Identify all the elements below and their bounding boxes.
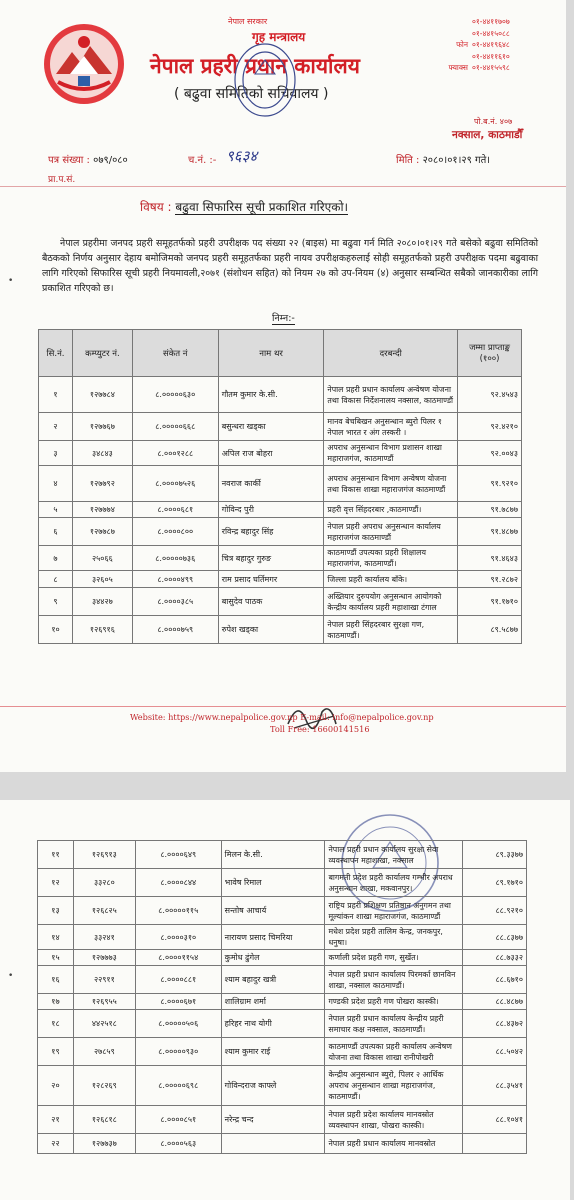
cell-name: गोविन्दराज काफ्ले (221, 1066, 325, 1106)
cell-office: प्रहरी वृत्त सिंहदरबार ,काठमाण्डौं। (324, 502, 458, 518)
letter-date: मिति : २०८०।०१।२९ गते। (396, 155, 491, 166)
cell-office: काठमाण्डौं उपत्यका प्रहरी कार्यालय अन्वेषण योजना तथा विकास शाखा रानीपोखरी (325, 1038, 463, 1066)
cell-code-no: ८.०००१२८८ (132, 441, 218, 466)
cell-office: नेपाल प्रहरी प्रधान कार्यालय केन्द्रीय प्रहरी समाचार कक्ष नक्साल, काठमाण्डौं। (325, 1010, 463, 1038)
table-row (38, 1106, 527, 1134)
col-name: नाम थर (218, 330, 324, 377)
cell-computer-no: ३४४२७ (72, 588, 132, 616)
phone-line-3: फोन ०१-४४१९६४८ (456, 40, 510, 49)
body-paragraph: नेपाल प्रहरीमा जनपद प्रहरी समूहतर्फको प्रहरी उपरीक्षक पद संख्या २२ (बाइस) मा बढुवा गर्न मिति २०८०।०१।२९ गते बसेको बढुवा समितिको बैठकको निर्णय अनुसार देहाय बमोजिमको जनपद प्रहरी समूहतर्फका प्रहरी नायव उपरीक्षकहरुलाई सोही समूहतर्फको प्रहरी उपरीक्षक पदमा बढुवाका लागि गरिएको सिफारिस सूची प्रहरी नियमावली,२०७१ (संशोधन सहित) को नियम २७ को उप-नियम (४) अनुसार सम्बन्धित सबैको जानकारीका लागि प्रकाशित गरिएको छ। (42, 238, 538, 294)
cell-computer-no: १२७७८४ (72, 377, 132, 413)
table-row (39, 616, 522, 644)
cell-score: ८८.९२१० (463, 897, 527, 925)
cell-score: ८८.८३७७ (463, 925, 527, 950)
cell-name: गौतम कुमार के.सी. (218, 377, 324, 413)
table-row (39, 546, 522, 571)
cell-computer-no: ४४२५१८ (73, 1010, 135, 1038)
cell-office: जिल्ला प्रहरी कार्यालय बाँके। (324, 571, 458, 588)
table-row (38, 869, 527, 897)
cell-computer-no: १२६९१६ (72, 616, 132, 644)
cell-computer-no: ३४८४३ (72, 441, 132, 466)
cell-name: नारायण प्रसाद चिमरिया (221, 925, 325, 950)
cell-sn: २ (39, 413, 73, 441)
cell-computer-no: १२८२६९ (73, 1066, 135, 1106)
cell-computer-no: १२७७८७ (72, 518, 132, 546)
cell-code-no: ८.०००००७३६ (132, 546, 218, 571)
cell-code-no: ८.०००००६९८ (135, 1066, 221, 1106)
subject-line: विषय : बढुवा सिफारिस सूची प्रकाशित गरिएको। (140, 200, 349, 214)
org-title: नेपाल प्रहरी प्रधान कार्यालय (150, 54, 360, 78)
cell-code-no: ८.०००००६३० (132, 377, 218, 413)
cell-computer-no: १२६९५५ (73, 994, 135, 1010)
cell-code-no: ८.०००००६६८ (132, 413, 218, 441)
cell-name: नवराज कार्की (218, 466, 324, 502)
cell-office: नेपाल प्रहरी अपराध अनुसन्धान कार्यालय महाराजगंज काठमाण्डौं (324, 518, 458, 546)
table-row (39, 571, 522, 588)
recommendation-table-page1 (38, 329, 522, 644)
cell-name: मिलन के.सी. (221, 841, 325, 869)
cell-code-no: ८.००००७५९ (132, 616, 218, 644)
cell-score: ८८.६७१० (463, 966, 527, 994)
ministry-name: गृह मन्त्रालय (252, 30, 306, 44)
cell-score: ९२.४५४३ (458, 377, 522, 413)
cell-name: शालिग्राम शर्मा (221, 994, 325, 1010)
phone-line-2: ०१-४४१५०८८ (472, 28, 510, 38)
cell-score: ८८.३५४१ (463, 1066, 527, 1106)
cell-computer-no: २७८५९ (73, 1038, 135, 1066)
cell-score: ८८.५०४२ (463, 1038, 527, 1066)
footer-website: Website: https://www.nepalpolice.gov.np E-mail: info@nepalpolice.gov.np (130, 712, 434, 722)
cell-computer-no: १२६९१३ (73, 841, 135, 869)
cell-code-no: ८.००००३१० (135, 925, 221, 950)
cell-computer-no: ३२६०५ (72, 571, 132, 588)
cell-name: गोविन्द पुरी (218, 502, 324, 518)
cell-code-no: ८.००००६७१ (135, 994, 221, 1010)
footer-tollfree: Toll Free: 16600141516 (270, 724, 370, 734)
table-row (38, 950, 527, 966)
secretariat-text: बढुवा समितिको सचिवालय (183, 86, 319, 102)
table-row (39, 588, 522, 616)
table-row (38, 994, 527, 1010)
secretariat-title: ( बढुवा समितिको सचिवालय ) (174, 86, 329, 102)
cell-score: ८९.१७१० (463, 869, 527, 897)
cell-sn: ९ (39, 588, 73, 616)
gov-nepal-label: नेपाल सरकार (228, 17, 268, 26)
table-row (39, 502, 522, 518)
cell-sn: १० (39, 616, 73, 644)
cell-code-no: ८.००००८५१ (135, 1106, 221, 1134)
chalani-number: ९६३४ (226, 147, 258, 165)
cell-score: ८८.१०४१ (463, 1106, 527, 1134)
nimna-label: निम्न:- (272, 313, 295, 324)
recommendation-table-page2 (37, 840, 527, 1154)
office-location: नक्साल, काठमाडौँ (452, 129, 523, 141)
footer-divider (0, 706, 566, 707)
cell-computer-no: १२७७९२ (72, 466, 132, 502)
prapa-label: प्रा.प.सं. (48, 175, 76, 185)
cell-score: ९२.००४३ (458, 441, 522, 466)
cell-office: कर्णाली प्रदेश प्रहरी गण, सुर्खेत। (325, 950, 463, 966)
cell-sn: १८ (38, 1010, 74, 1038)
cell-computer-no: १२७७७४ (72, 502, 132, 518)
cell-sn: २१ (38, 1106, 74, 1134)
cell-name: राम प्रसाद घर्तिमगर (218, 571, 324, 588)
cell-score (463, 1134, 527, 1154)
cell-name: श्याम कुमार राई (221, 1038, 325, 1066)
cell-score: ८८.७३३२ (463, 950, 527, 966)
cell-sn: १६ (38, 966, 74, 994)
table-row (39, 377, 522, 413)
cell-computer-no: ३३२८० (73, 869, 135, 897)
cell-score: ९१.२८७२ (458, 571, 522, 588)
table-row (38, 841, 527, 869)
phone-line-4: ०१-४४११६१० (472, 51, 510, 61)
cell-name: हरिहर नाथ योगी (221, 1010, 325, 1038)
table-row (38, 1134, 527, 1154)
cell-code-no: ८.००००११५४ (135, 950, 221, 966)
cell-code-no: ८.००००६४९ (135, 841, 221, 869)
cell-sn: १ (39, 377, 73, 413)
cell-sn: ४ (39, 466, 73, 502)
phone-line-1: ०१-४४११७०७ (472, 17, 510, 26)
cell-name: नरेन्द्र चन्द (221, 1106, 325, 1134)
cell-office: काठमाण्डौं उपत्यका प्रहरी शिक्षालय महाराजगंज, काठमाण्डौं। (324, 546, 458, 571)
cell-office: नेपाल प्रहरी प्रधान कार्यालय पिरमर्का छानविन शाखा, नक्साल काठमाण्डौं। (325, 966, 463, 994)
table-row (39, 466, 522, 502)
cell-sn: ११ (38, 841, 74, 869)
cell-sn: ८ (39, 571, 73, 588)
cell-office: केन्द्रीय अनुसन्धान ब्युरो, पिलर २ आर्थिक अपराध अनुसन्धान शाखा महाराजगंज, काठमाण्डौं। (325, 1066, 463, 1106)
cell-sn: २२ (38, 1134, 74, 1154)
cell-code-no: ८.००००८०० (132, 518, 218, 546)
table-body-page2 (38, 841, 527, 1154)
cell-office: नेपाल प्रहरी प्रधान कार्यालय अन्वेषण योजना तथा विकास निर्देशनालय नक्साल, काठमाण्डौं (324, 377, 458, 413)
cell-code-no: ८.००००३८५ (132, 588, 218, 616)
cell-score: ९१.१७१० (458, 588, 522, 616)
cell-computer-no: १२७७३७ (73, 1134, 135, 1154)
col-sn: सि.नं. (39, 330, 73, 377)
margin-mark: • (8, 276, 14, 286)
cell-score: ९२.४२१० (458, 413, 522, 441)
table-header-row (39, 330, 522, 377)
cell-office: राष्ट्रिय प्रहरी प्रशिक्षण प्रतिष्ठान अनुगमन तथा मूल्यांकन शाखा महाराजगंज, काठमाण्डौं (325, 897, 463, 925)
table-row (39, 518, 522, 546)
patra-sankhya: पत्र संख्या : ०७९/०८० (48, 155, 128, 166)
col-total-score: जम्मा प्राप्ताङ्क (१००) (458, 330, 522, 377)
table-body-page1 (39, 377, 522, 644)
cell-computer-no: १२६८१८ (73, 1106, 135, 1134)
cell-computer-no: ३३२४१ (73, 925, 135, 950)
cell-sn: २० (38, 1066, 74, 1106)
table-row (38, 1010, 527, 1038)
po-box: पो.ब.नं. ४०७ (474, 117, 513, 126)
cell-office: गण्डकी प्रदेश प्रहरी गण पोखरा कास्की। (325, 994, 463, 1010)
cell-score: ८९.५८७७ (458, 616, 522, 644)
cell-sn: ७ (39, 546, 73, 571)
cell-office: बागमती प्रदेश प्रहरी कार्यालय गम्भीर अपराध अनुसन्धान शाखा, मकवानपुर। (325, 869, 463, 897)
fax-line: फ्याक्स ०१-४४१५५९८ (448, 63, 510, 72)
cell-score: ९१.४८७७ (458, 518, 522, 546)
cell-sn: १२ (38, 869, 74, 897)
cell-office: अख्तियार दुरुपयोग अनुसन्धान आयोगको केन्द्रीय कार्यालय प्रहरी महाशाखा टंगाल (324, 588, 458, 616)
margin-mark-2: • (8, 971, 14, 981)
cell-office: मधेश प्रदेश प्रहरी तालिम केन्द्र, जनकपुर, धनुषा। (325, 925, 463, 950)
cell-score: ८८.४८७७ (463, 994, 527, 1010)
col-office: दरबन्दी (324, 330, 458, 377)
cell-computer-no: २२९११ (73, 966, 135, 994)
cell-score: ९१.७८७७ (458, 502, 522, 518)
cell-computer-no: १२७७७३ (73, 950, 135, 966)
cell-code-no: ८.००००७५२६ (132, 466, 218, 502)
cell-sn: १५ (38, 950, 74, 966)
table-row (38, 925, 527, 950)
cell-name: भावेष रिमाल (221, 869, 325, 897)
cell-sn: ६ (39, 518, 73, 546)
cell-office: नेपाल प्रहरी प्रदेश कार्यालय मानवस्रोत व्यवस्थापन शाखा, पोखरा कास्की। (325, 1106, 463, 1134)
cell-name: रविन्द्र बहादुर सिंह (218, 518, 324, 546)
table-row (38, 897, 527, 925)
table-row (39, 413, 522, 441)
cell-score: ९१.४६४३ (458, 546, 522, 571)
cell-code-no: ८.०००००५०६ (135, 1010, 221, 1038)
cell-sn: ५ (39, 502, 73, 518)
cell-name: रुपेश खड्का (218, 616, 324, 644)
cell-computer-no: १२६८२५ (73, 897, 135, 925)
cell-sn: १३ (38, 897, 74, 925)
cell-name: बसुन्धरा खड्का (218, 413, 324, 441)
cell-name (221, 1134, 325, 1154)
cell-sn: १९ (38, 1038, 74, 1066)
cell-office: अपराध अनुसन्धान विभाग अन्वेषण योजना तथा विकास शाखा महाराजगंज काठमाण्डौं (324, 466, 458, 502)
table-row (38, 1038, 527, 1066)
nepal-police-emblem-icon (42, 22, 126, 106)
cell-office: मानव बेचबिखन अनुसन्धान ब्युरो पिलर १ नेपाल भारत र अंग तस्करी । (324, 413, 458, 441)
cell-score: ८९.३३७७ (463, 841, 527, 869)
cell-office: नेपाल प्रहरी प्रधान कार्यालय मानवस्रोत (325, 1134, 463, 1154)
cell-sn: १४ (38, 925, 74, 950)
col-computer-no: कम्प्युटर नं. (72, 330, 132, 377)
cell-computer-no: १२७७६७ (72, 413, 132, 441)
cell-sn: ३ (39, 441, 73, 466)
cell-name: बासुदेव पाठक (218, 588, 324, 616)
cell-office: नेपाल प्रहरी सिंहदरबार सुरक्षा गण, काठमाण्डौं। (324, 616, 458, 644)
cell-score: ९१.९२१० (458, 466, 522, 502)
cell-name: कुमोध ढुंगेल (221, 950, 325, 966)
cell-name: चित्र बहादुर गुरुङ (218, 546, 324, 571)
cell-name: अपिल राज बोहरा (218, 441, 324, 466)
cell-computer-no: २५०६६ (72, 546, 132, 571)
cell-name: श्याम बहादुर खत्री (221, 966, 325, 994)
cell-sn: १७ (38, 994, 74, 1010)
cell-code-no: ८.०००००९३० (135, 1038, 221, 1066)
cell-name: सन्तोष आचार्य (221, 897, 325, 925)
cell-office: अपराध अनुसन्धान विभाग प्रशासन शाखा महाराजगंज, काठमाण्डौं (324, 441, 458, 466)
cell-code-no: ८.०००००११५ (135, 897, 221, 925)
cell-score: ८८.४३७२ (463, 1010, 527, 1038)
chalani-label: च.नं. :- (188, 155, 217, 166)
col-code-no: संकेत नं (132, 330, 218, 377)
cell-code-no: ८.००००५६३ (135, 1134, 221, 1154)
phone-list (438, 16, 510, 74)
cell-code-no: ८.००००४९९ (132, 571, 218, 588)
cell-code-no: ८.००००६८१ (132, 502, 218, 518)
cell-code-no: ८.००००८८१ (135, 966, 221, 994)
table-row (38, 1066, 527, 1106)
table-row (39, 441, 522, 466)
letter-page-2 (0, 800, 570, 1200)
cell-code-no: ८.००००८४४ (135, 869, 221, 897)
header-divider (0, 186, 566, 187)
table-row (38, 966, 527, 994)
office-stamp-icon (230, 30, 300, 120)
cell-office: नेपाल प्रहरी प्रधान कार्यालय सुरक्षा सेवा व्यवस्थापन महाशाखा, नक्साल (325, 841, 463, 869)
